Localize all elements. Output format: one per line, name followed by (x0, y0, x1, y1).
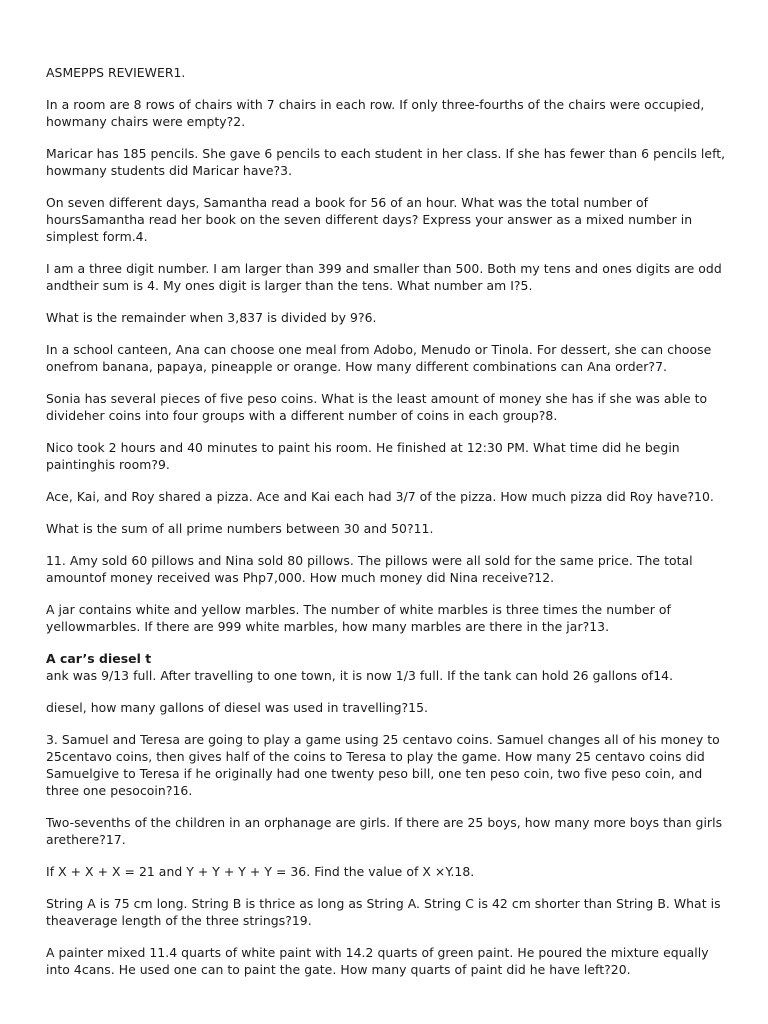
question-paragraph: In a room are 8 rows of chairs with 7 chairs in each row. If only three-fourths of the chairs were occupied, howmany chairs were empty?2. (46, 97, 705, 129)
question-paragraph: In a school canteen, Ana can choose one meal from Adobo, Menudo or Tinola. For dessert, she can choose onefrom banana, papaya, pineapple or orange. How many different combinations can Ana order?7. (46, 342, 712, 374)
question-paragraph: Maricar has 185 pencils. She gave 6 pencils to each student in her class. If she has fewer than 6 pencils left, howmany students did Maricar have?3. (46, 146, 726, 178)
question-paragraph: On seven different days, Samantha read a book for 56 of an hour. What was the total number of hoursSamantha read her book on the seven different days? Express your answer as a mixed number in simplest form.4. (46, 195, 693, 244)
question-paragraph: A jar contains white and yellow marbles. The number of white marbles is three times the number of yellowmarbles. If there are 999 white marbles, how many marbles are there in the jar?13. (46, 602, 671, 634)
question-paragraph: If X + X + X = 21 and Y + Y + Y + Y = 36. Find the value of X ×Y.18. (46, 864, 475, 879)
question-paragraph: ank was 9/13 full. After travelling to one town, it is now 1/3 full. If the tank can hold 26 gallons of14. (46, 668, 674, 683)
question-paragraph: String A is 75 cm long. String B is thrice as long as String A. String C is 42 cm shorter than String B. What is theaverage length of the three strings?19. (46, 896, 721, 928)
question-paragraph: Nico took 2 hours and 40 minutes to paint his room. He finished at 12:30 PM. What time did he begin paintinghis room?9. (46, 440, 680, 472)
question-paragraph: Sonia has several pieces of five peso coins. What is the least amount of money she has if she was able to divideher coins into four groups with a different number of coins in each group?8. (46, 391, 708, 423)
document-page (46, 64, 730, 993)
question-paragraph: What is the remainder when 3,837 is divided by 9?6. (46, 310, 377, 325)
question-paragraph: Two-sevenths of the children in an orphanage are girls. If there are 25 boys, how many more boys than girls arethere?17. (46, 815, 723, 847)
question-paragraph: Ace, Kai, and Roy shared a pizza. Ace and Kai each had 3/7 of the pizza. How much pizza did Roy have?10. (46, 489, 714, 504)
question-paragraph: A painter mixed 11.4 quarts of white paint with 14.2 quarts of green paint. He poured the mixture equally into 4cans. He used one can to paint the gate. How many quarts of paint did he have left?20. (46, 945, 709, 977)
question-paragraph: 11. Amy sold 60 pillows and Nina sold 80 pillows. The pillows were all sold for the same price. The total amountof money received was Php7,000. How much money did Nina receive?12. (46, 553, 693, 585)
question-paragraph: diesel, how many gallons of diesel was used in travelling?15. (46, 700, 429, 715)
question-paragraph: I am a three digit number. I am larger than 399 and smaller than 500. Both my tens and ones digits are odd andtheir sum is 4. My ones digit is larger than the tens. What number am I?5. (46, 261, 722, 293)
bold-heading: A car’s diesel t (46, 651, 152, 666)
question-paragraph: What is the sum of all prime numbers between 30 and 50?11. (46, 521, 434, 536)
document-title: ASMEPPS REVIEWER1. (46, 65, 186, 80)
question-paragraph: 3. Samuel and Teresa are going to play a game using 25 centavo coins. Samuel changes all of his money to 25centavo coins, then gives half of the coins to Teresa to play the game. How many 25 centavo coins did Samuelgive to Teresa if he originally had one twenty peso bill, one ten peso coin, two five peso coin, and three one pesocoin?16. (46, 732, 720, 798)
